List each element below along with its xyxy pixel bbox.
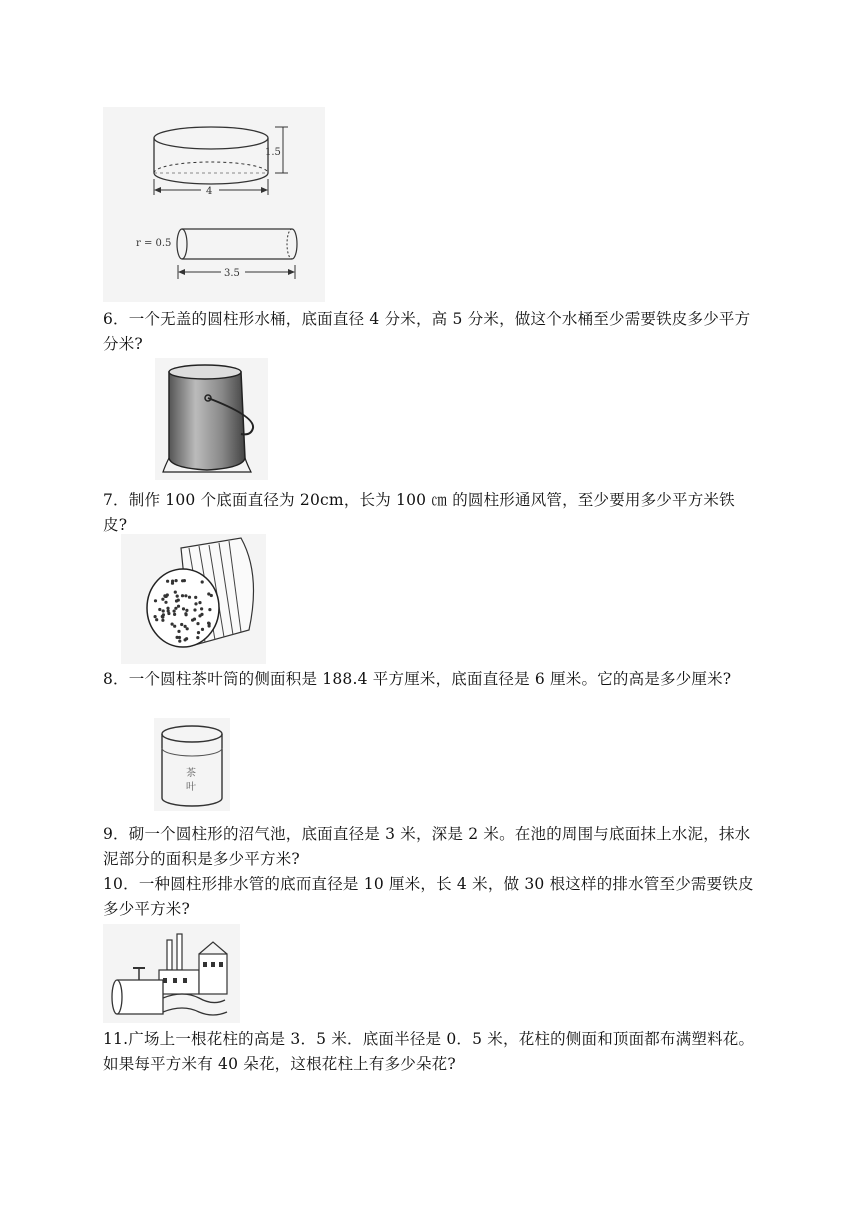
question-6: 6．一个无盖的圆柱形水桶，底面直径 4 分米，高 5 分米，做这个水桶至少需要铁皮多少平方分米? — [103, 310, 751, 353]
cylinder-diameter-label: 4 — [206, 186, 213, 197]
cylinder-top-ellipse — [154, 127, 268, 149]
pipe-dot — [154, 615, 157, 618]
pipe-dot — [181, 579, 184, 582]
pipe-dot — [201, 628, 204, 631]
tea-can-label-2: 叶 — [186, 782, 196, 793]
pipe-dot — [163, 594, 166, 597]
pipe-dot — [191, 619, 194, 622]
pipe-dot — [198, 601, 201, 604]
pipe-dot — [196, 636, 199, 639]
pipe-dot — [185, 609, 188, 612]
pipe-dot — [166, 580, 169, 583]
pipe-dot — [178, 640, 181, 643]
pipe-dot — [173, 625, 176, 628]
tea-can-lid — [162, 726, 222, 742]
drain-pipe — [117, 980, 163, 1014]
pipe-dot — [207, 592, 210, 595]
pipe-dot — [173, 610, 176, 613]
pipe-dot — [155, 618, 158, 621]
pipe-dot — [166, 607, 169, 610]
figure-cylinder-and-pipe — [103, 107, 325, 302]
pipe-dot — [181, 594, 184, 597]
pipe-dot — [200, 607, 203, 610]
pipe-dot — [173, 613, 176, 616]
cylinder-height-label: 1.5 — [265, 147, 281, 158]
pipe-dot — [196, 622, 199, 625]
pipe-dot — [161, 598, 164, 601]
pipe-dot — [167, 609, 170, 612]
pipe-dot — [185, 637, 188, 640]
pipe-dot — [194, 596, 197, 599]
pipe-dot — [208, 608, 211, 611]
figure-bucket — [155, 358, 268, 480]
factory-tower — [199, 954, 227, 994]
pipe-dot — [184, 612, 187, 615]
bucket-rim — [169, 365, 241, 379]
pipe-length-label: 3.5 — [224, 268, 240, 279]
question-7: 7．制作 100 个底面直径为 20cm，长为 100 ㎝ 的圆柱形通风管，至少要用多少平方米铁皮? — [103, 491, 735, 534]
question-9: 9．砌一个圆柱形的沼气池，底面直径是 3 米，深是 2 米。在池的周围与底面抹上水泥，抹水泥部分的面积是多少平方米? — [103, 825, 751, 868]
pipe-dot — [201, 580, 204, 583]
pipe-dot — [162, 609, 165, 612]
cylinder-bottom-back — [154, 162, 268, 173]
figure-tea-can — [154, 718, 230, 811]
pipe-dot — [161, 619, 164, 622]
cylinder-bottom-front — [154, 173, 268, 184]
pipe-dot — [180, 623, 183, 626]
pipe-right-end-back — [287, 229, 292, 259]
question-10: 10．一种圆柱形排水管的底而直径是 10 厘米，长 4 米，做 30 根这样的排水管至少需要铁皮多少平方米? — [103, 875, 754, 918]
question-11: 11.广场上一根花柱的高是 3．5 米．底面半径是 0．5 米，花柱的侧面和顶面都布满塑料花。如果每平方米有 40 朵花，这根花柱上有多少朵花? — [103, 1030, 755, 1073]
pipe-dot — [177, 605, 180, 608]
pipe-dot — [176, 595, 179, 598]
pipe-dot — [177, 630, 180, 633]
pipe-left-end — [177, 229, 187, 259]
pipe-dot — [178, 636, 181, 639]
pipe-dot — [164, 601, 167, 604]
pipe-dot — [182, 607, 185, 610]
pipe-dot — [175, 599, 178, 602]
pipe-radius-label: r = 0.5 — [136, 238, 172, 249]
pipe-dot — [175, 579, 178, 582]
pipe-dot — [158, 608, 161, 611]
pipe-dot — [193, 608, 196, 611]
pipe-dot — [162, 613, 165, 616]
pipe-dot — [186, 627, 189, 630]
pipe-dot — [198, 614, 201, 617]
pipe-dot — [184, 625, 187, 628]
figure-ventilation-pipe — [121, 534, 266, 664]
pipe-dot — [197, 631, 200, 634]
pipe-dot — [174, 607, 177, 610]
pipe-dot — [171, 580, 174, 583]
pipe-dot — [184, 594, 187, 597]
pipe-dot — [171, 623, 174, 626]
pipe-dot — [194, 602, 197, 605]
figure-factory-pipe — [103, 924, 240, 1023]
pipe-dot — [188, 596, 191, 599]
pipe-dot — [174, 591, 177, 594]
pipe-dot — [208, 624, 211, 627]
bucket-body — [169, 372, 245, 470]
tea-can-label-1: 茶 — [186, 768, 196, 779]
pipe-right-end-front — [292, 229, 297, 259]
pipe-dot — [154, 599, 157, 602]
question-8: 8．一个圆柱茶叶筒的侧面积是 188.4 平方厘米，底面直径是 6 厘米。它的高是多少厘米? — [103, 670, 732, 688]
